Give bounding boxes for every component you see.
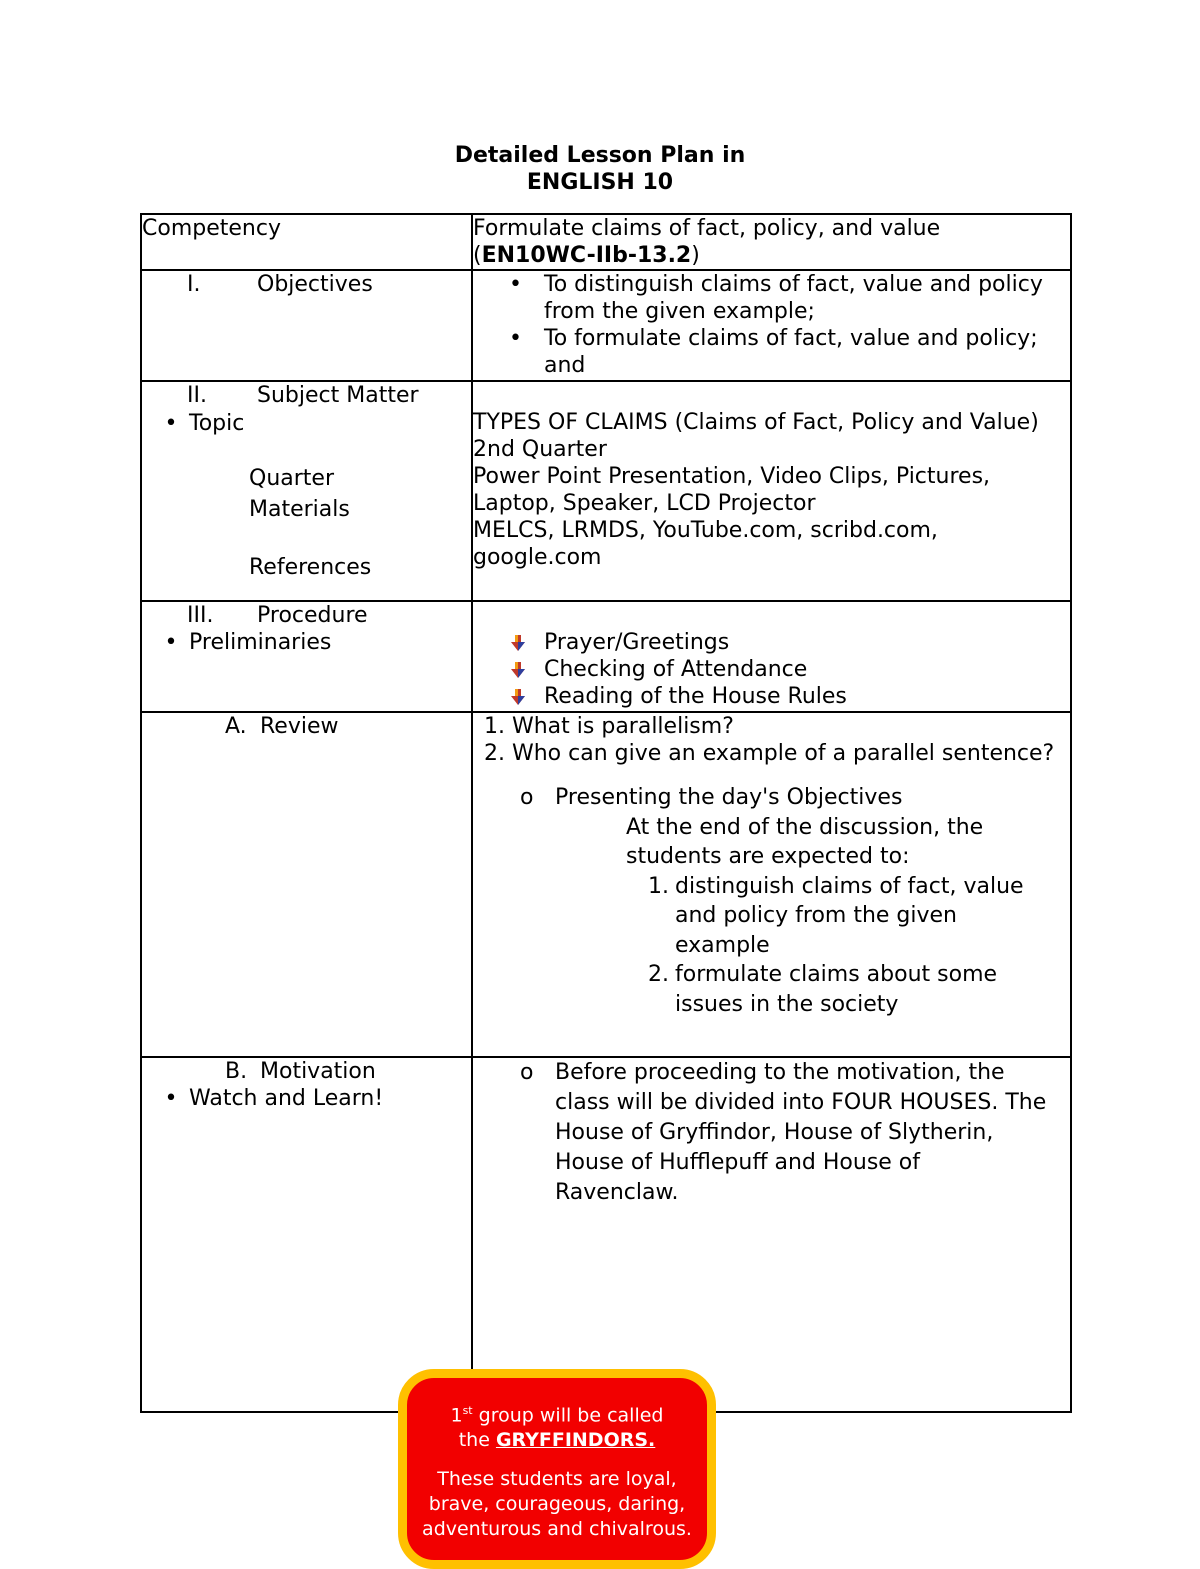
procedure-label-cell [141, 601, 472, 712]
gryffindor-badge [398, 1369, 716, 1569]
competency-row [141, 214, 1071, 270]
review-letter: A. [225, 714, 247, 739]
bullet-icon: • [509, 326, 522, 351]
competency-label-cell [141, 214, 472, 270]
competency-code: EN10WC-IIb-13.2 [481, 243, 692, 268]
list-item: 2. formulate claims about some issues in the society [648, 962, 998, 1017]
review-value-cell [472, 712, 1071, 1057]
bullet-icon: • [164, 1086, 178, 1111]
list-item: Reading of the House Rules [473, 683, 1070, 710]
review-label-cell [141, 712, 472, 1057]
list-item: • To distinguish claims of fact, value and policy from the given example; [509, 272, 1043, 324]
bullet-icon: • [164, 630, 178, 655]
topic-value: TYPES OF CLAIMS (Claims of Fact, Policy and Value) [473, 410, 1039, 435]
objectives-number: I. [187, 272, 201, 297]
arrow-bullet-icon [509, 688, 527, 706]
procedure-number: III. [187, 603, 214, 628]
objectives-value-cell [472, 270, 1071, 381]
procedure-label: Procedure [257, 603, 368, 628]
subject-matter-value-cell [472, 381, 1071, 601]
quarter-value: 2nd Quarter [473, 437, 607, 462]
topic-label: Topic [189, 411, 245, 436]
review-objectives-list [473, 872, 1070, 1020]
review-label: Review [260, 714, 339, 739]
review-question-2: 2. Who can give an example of a parallel sentence? [484, 741, 1055, 766]
badge-house-name: GRYFFINDORS. [495, 1429, 656, 1452]
references-value: MELCS, LRMDS, YouTube.com, scribd.com, google.com [473, 518, 938, 570]
badge-description: These students are loyal, brave, courageous, daring, adventurous and chivalrous. [422, 1468, 692, 1541]
motivation-label-cell [141, 1057, 472, 1412]
materials-label: Materials [249, 497, 350, 522]
motivation-value-cell [472, 1057, 1071, 1412]
competency-text: Formulate claims of fact, policy, and value [473, 216, 941, 241]
objectives-label-cell [141, 270, 472, 381]
objectives-heading: o Presenting the day's Objectives [473, 783, 1070, 813]
objectives-list [473, 271, 1070, 379]
review-question-1: 1. What is parallelism? [484, 714, 734, 739]
watch-and-learn-label: Watch and Learn! [189, 1086, 384, 1111]
preliminaries-list [473, 629, 1070, 710]
bullet-icon: • [164, 411, 178, 436]
subject-matter-number: II. [187, 383, 207, 408]
bullet-icon: • [509, 272, 522, 297]
subject-matter-label-cell [141, 381, 472, 601]
competency-code-line: (EN10WC-IIb-13.2) [473, 243, 700, 268]
badge-line-1: 1st group will be called [450, 1404, 664, 1427]
references-label: References [249, 555, 372, 580]
motivation-letter: B. [225, 1059, 248, 1084]
competency-label: Competency [142, 216, 281, 241]
list-item: Checking of Attendance [473, 656, 1070, 683]
objectives-label: Objectives [257, 272, 373, 297]
arrow-bullet-icon [509, 661, 527, 679]
competency-value-cell [472, 214, 1071, 270]
motivation-label: Motivation [260, 1059, 376, 1084]
title-line-1: Detailed Lesson Plan in [454, 143, 746, 168]
arrow-bullet-icon [509, 634, 527, 652]
document-title [0, 142, 1200, 196]
lesson-plan-table [140, 213, 1072, 1413]
circle-bullet-icon: o [520, 1060, 534, 1085]
list-item: • To formulate claims of fact, value and policy; and [509, 326, 1038, 378]
preliminaries-label: Preliminaries [189, 630, 332, 655]
circle-bullet-icon: o [520, 785, 534, 810]
objectives-row [141, 270, 1071, 381]
subject-matter-row [141, 381, 1071, 601]
title-line-2: ENGLISH 10 [526, 170, 674, 195]
procedure-value-cell [472, 601, 1071, 712]
subject-matter-label: Subject Matter [257, 383, 419, 408]
review-row [141, 712, 1071, 1057]
review-intro: At the end of the discussion, the students are expected to: [626, 814, 984, 869]
motivation-row [141, 1057, 1071, 1412]
quarter-label: Quarter [249, 466, 334, 491]
procedure-row [141, 601, 1071, 712]
motivation-text: o Before proceeding to the motivation, the class will be divided into FOUR HOUSES. The House of Gryffindor, House of Slytherin, House of Hufflepuff and House of Ravenclaw. [473, 1058, 1070, 1208]
list-item: Prayer/Greetings [473, 629, 1070, 656]
badge-line-2: the GRYFFINDORS. [458, 1429, 656, 1452]
list-item: 1. distinguish claims of fact, value and policy from the given example [648, 873, 1024, 958]
materials-value: Power Point Presentation, Video Clips, Pictures, Laptop, Speaker, LCD Projector [473, 464, 991, 516]
